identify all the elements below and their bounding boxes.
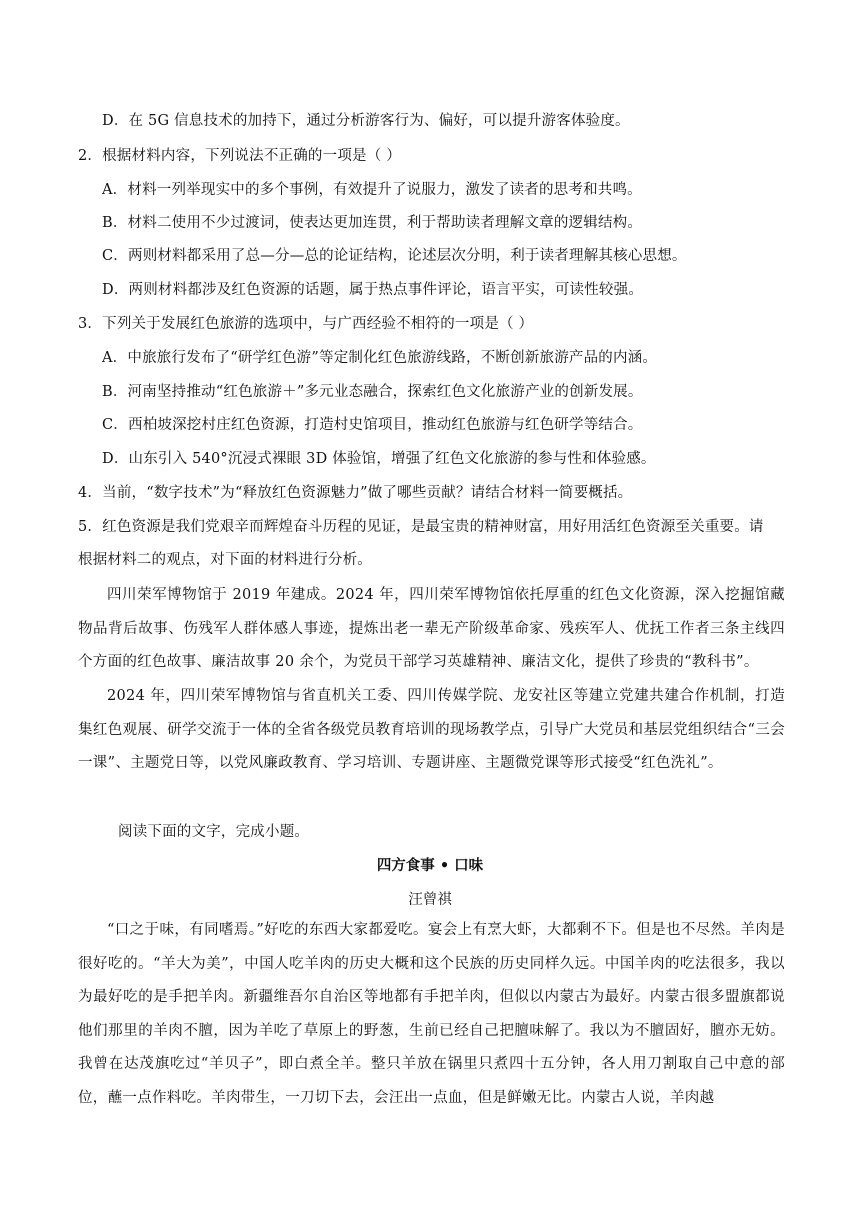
question-2-option-a: A．材料一列举现实中的多个事例，有效提升了说服力，激发了读者的思考和共鸣。 xyxy=(102,182,642,198)
question-2-option-b: B．材料二使用不少过渡词，使表达更加连贯，利于帮助读者理解文章的逻辑结构。 xyxy=(102,215,643,231)
material-paragraph-1: 四川荣军博物馆于 2019 年建成。2024 年，四川荣军博物馆依托厚重的红色文化资源，深入挖掘馆藏物品背后故事、伤残军人群体感人事迹，提炼出老一辈无产阶级革命家、残疾军人、优抚工作者三条主线四个方面的红色故事、廉洁故事 20 余个，为党员干部学习英雄精神、廉洁文化，提供了珍贵的“教科书”。 xyxy=(78,587,785,671)
reading-instruction: 阅读下面的文字，完成小题。 xyxy=(118,824,310,840)
article-author: 汪曾祺 xyxy=(408,892,452,908)
article-body-paragraph: “口之于味，有同嗜焉。”好吃的东西大家都爱吃。宴会上有烹大虾，大都剩不下。但是也不尽然。羊肉是很好吃的。“羊大为美”，中国人吃羊肉的历史大概和这个民族的历史同样久远。中国羊肉的吃法很多，我以为最好吃的是手把羊肉。新疆维吾尔自治区等地都有手把羊肉，但似以内蒙古为最好。内蒙古很多盟旗都说他们那里的羊肉不膻，因为羊吃了草原上的野葱，生前已经自己把膻味解了。我以为不膻固好，膻亦无妨。我曾在达茂旗吃过“羊贝子”，即白煮全羊。整只羊放在锅里只煮四十五分钟，各人用刀割取自己中意的部位，蘸一点作料吃。羊肉带生，一刀切下去，会汪出一点血，但是鲜嫩无比。内蒙古人说，羊肉越 xyxy=(78,922,785,1106)
question-2-option-c: C．两则材料都采用了总—分—总的论证结构，论述层次分明，利于读者理解其核心思想。 xyxy=(102,248,687,264)
material-paragraph-2: 2024 年，四川荣军博物馆与省直机关工委、四川传媒学院、龙安社区等建立党建共建合作机制，打造集红色观展、研学交流于一体的全省各级党员教育培训的现场教学点，引导广大党员和基层党组织结合“三会一课”、主题党日等，以党风廉政教育、学习培训、专题讲座、主题微党课等形式接受“红色洗礼”。 xyxy=(78,688,785,772)
question-4-stem: 4．当前，“数字技术”为“释放红色资源魅力”做了哪些贡献？请结合材料一简要概括。 xyxy=(78,485,633,501)
article-title: 四方食事 • 口味 xyxy=(376,857,484,874)
question-5-stem-line-1: 5．红色资源是我们党艰辛而辉煌奋斗历程的见证，是最宝贵的精神财富，用好用活红色资源至关重要。请 xyxy=(78,519,764,535)
question-3-option-c: C．西柏坡深挖村庄红色资源，打造村史馆项目，推动红色旅游与红色研学等结合。 xyxy=(102,417,643,433)
question-3-option-a: A．中旅旅行发布了“研学红色游”等定制化红色旅游线路，不断创新旅游产品的内涵。 xyxy=(102,350,658,366)
question-1-option-d: D．在 5G 信息技术的加持下，通过分析游客行为、偏好，可以提升游客体验度。 xyxy=(102,113,630,129)
question-3-option-b: B．河南坚持推动“红色旅游＋”多元业态融合，探索红色文化旅游产业的创新发展。 xyxy=(102,384,643,400)
question-2-stem: 2．根据材料内容，下列说法不正确的一项是（ ） xyxy=(78,148,401,164)
question-3-stem: 3．下列关于发展红色旅游的选项中，与广西经验不相符的一项是（ ） xyxy=(78,316,534,332)
question-2-option-d: D．两则材料都涉及红色资源的话题，属于热点事件评论，语言平实，可读性较强。 xyxy=(102,282,644,298)
question-3-option-d: D．山东引入 540°沉浸式裸眼 3D 体验馆，增强了红色文化旅游的参与性和体验感。 xyxy=(102,451,656,467)
question-5-stem-line-2: 根据材料二的观点，对下面的材料进行分析。 xyxy=(78,552,372,568)
